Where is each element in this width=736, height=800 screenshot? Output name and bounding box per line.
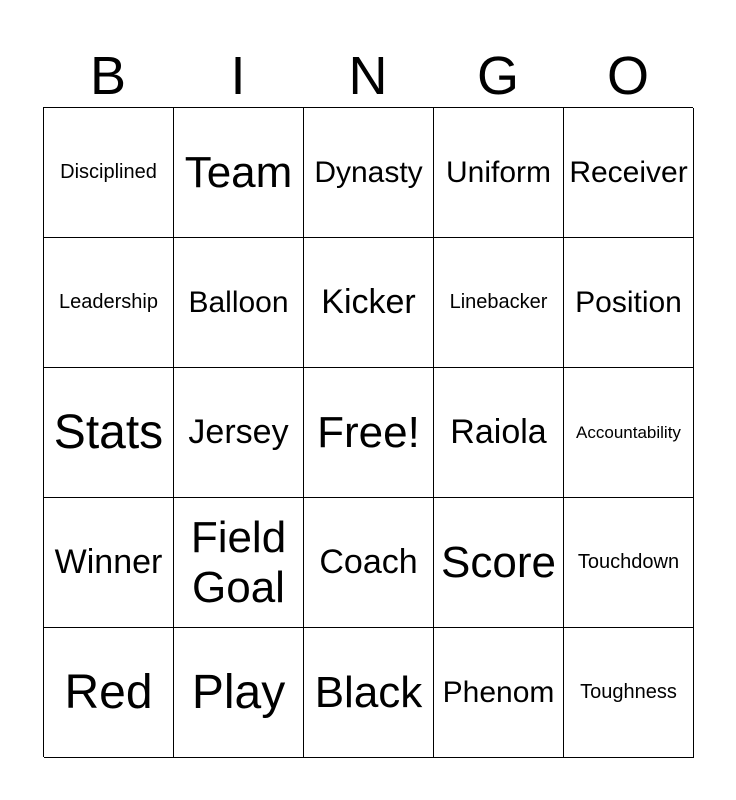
bingo-cell[interactable]: Stats (44, 368, 174, 498)
bingo-cell[interactable]: Jersey (174, 368, 304, 498)
bingo-cell[interactable]: Dynasty (304, 108, 434, 238)
bingo-cell[interactable]: Red (44, 628, 174, 758)
bingo-cell[interactable]: Leadership (44, 238, 174, 368)
bingo-cell[interactable]: Uniform (434, 108, 564, 238)
bingo-board (43, 107, 693, 757)
bingo-cell[interactable]: Coach (304, 498, 434, 628)
bingo-cell[interactable]: Accountability (564, 368, 694, 498)
bingo-cell[interactable]: Team (174, 108, 304, 238)
header-letter-i: I (230, 46, 246, 106)
bingo-cell[interactable]: Disciplined (44, 108, 174, 238)
bingo-header (43, 44, 693, 108)
bingo-cell[interactable]: Winner (44, 498, 174, 628)
header-letter-g: G (476, 46, 519, 106)
bingo-cell[interactable]: Play (174, 628, 304, 758)
bingo-cell[interactable]: Kicker (304, 238, 434, 368)
bingo-cell[interactable]: Toughness (564, 628, 694, 758)
bingo-cell[interactable]: Black (304, 628, 434, 758)
bingo-cell[interactable]: Position (564, 238, 694, 368)
bingo-cell[interactable]: Receiver (564, 108, 694, 238)
header-letter-b: B (89, 46, 127, 106)
bingo-cell[interactable]: Score (434, 498, 564, 628)
free-space-cell[interactable]: Free! (304, 368, 434, 498)
bingo-cell[interactable]: Linebacker (434, 238, 564, 368)
bingo-cell[interactable]: Field Goal (174, 498, 304, 628)
header-letter-o: O (606, 46, 649, 106)
header-letter-n: N (348, 46, 388, 106)
bingo-cell[interactable]: Raiola (434, 368, 564, 498)
bingo-cell[interactable]: Touchdown (564, 498, 694, 628)
bingo-cell[interactable]: Phenom (434, 628, 564, 758)
bingo-cell[interactable]: Balloon (174, 238, 304, 368)
